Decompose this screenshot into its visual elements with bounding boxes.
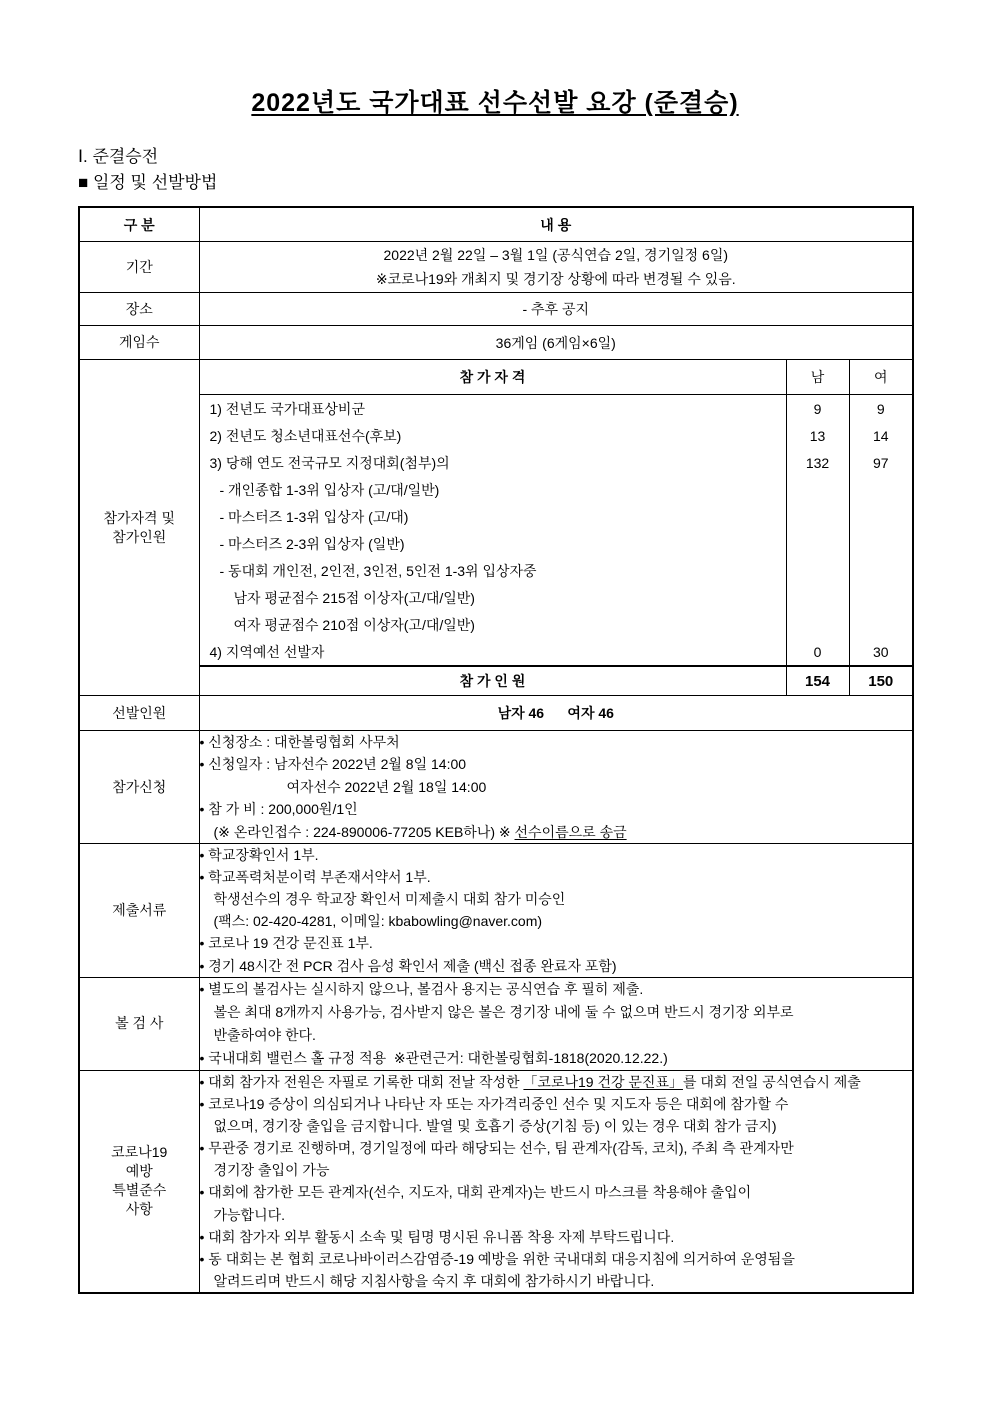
documents-line: • 경기 48시간 전 PCR 검사 음성 확인서 제출 (백신 접종 완료자 포함) — [199, 957, 617, 974]
qual-item-text: - 마스터즈 2-3위 입상자 (일반) — [199, 530, 786, 557]
venue-label: 장소 — [79, 293, 199, 326]
male-column-header: 남 — [786, 360, 849, 395]
covid-line: 알려드리며 반드시 해당 지침사항을 숙지 후 대회에 참가하시기 바랍니다. — [213, 1272, 655, 1289]
qualification-item-row — [79, 584, 913, 611]
qualification-total-row — [79, 666, 913, 696]
section-heading-semifinal: Ⅰ. 준결승전 — [78, 147, 159, 166]
row-games — [79, 326, 913, 360]
qual-item-text: 남자 평균점수 215점 이상자(고/대/일반) — [199, 584, 786, 611]
qual-item-male-count: 13 — [786, 422, 849, 449]
qual-item-text: 4) 지역예선 선발자 — [199, 638, 786, 666]
application-content — [199, 731, 913, 844]
ball-check-label: 볼 검 사 — [79, 977, 199, 1070]
selection-guideline-table — [78, 206, 914, 1294]
qual-item-text: 여자 평균점수 210점 이상자(고/대/일반) — [199, 611, 786, 638]
header-category: 구 분 — [79, 207, 199, 242]
covid-line: 경기장 출입이 가능 — [213, 1162, 330, 1179]
row-ball-check — [79, 977, 913, 1070]
qualification-item-row — [79, 638, 913, 666]
row-qualification-header — [79, 360, 913, 395]
covid-label-line3: 특별준수 — [112, 1182, 167, 1199]
row-covid-rules — [79, 1070, 913, 1292]
ball-check-line: • 별도의 볼검사는 실시하지 않으나, 볼검사 용지는 공식연습 후 필히 제출. — [199, 980, 644, 997]
qualification-label-line2: 참가인원 — [112, 528, 167, 545]
documents-label: 제출서류 — [79, 844, 199, 978]
qual-item-male-count — [786, 611, 849, 638]
qualification-item-row — [79, 476, 913, 503]
qual-item-female-count — [849, 476, 913, 503]
selection-content: 남자 46 여자 46 — [199, 696, 913, 731]
qualification-item-row — [79, 449, 913, 476]
qual-item-female-count: 30 — [849, 638, 913, 666]
documents-line: (팩스: 02-420-4281, 이메일: kbabowling@naver.com) — [213, 913, 543, 930]
qual-item-male-count: 0 — [786, 638, 849, 666]
selection-label: 선발인원 — [79, 696, 199, 731]
qualification-item-row — [79, 395, 913, 423]
qual-item-female-count — [849, 503, 913, 530]
qual-item-male-count — [786, 557, 849, 584]
qual-item-text: - 동대회 개인전, 2인전, 3인전, 5인전 1-3위 입상자중 — [199, 557, 786, 584]
qual-item-text: 1) 전년도 국가대표상비군 — [199, 395, 786, 423]
period-content — [199, 242, 913, 293]
row-period — [79, 242, 913, 293]
qual-item-male-count — [786, 476, 849, 503]
qual-item-female-count: 9 — [849, 395, 913, 423]
covid-line: 없으며, 경기장 출입을 금지합니다. 발열 및 호흡기 증상(기침 등) 이 있는 경우 대회 참가 금지) — [213, 1118, 777, 1135]
documents-line: • 학교폭력처분이력 부존재서약서 1부. — [199, 869, 431, 886]
covid-line-first — [200, 1071, 913, 1093]
documents-line: • 학교장확인서 1부. — [199, 847, 319, 864]
covid-line: • 무관중 경기로 진행하며, 경기일정에 따라 해당되는 선수, 팀 관계자(감독, 코치), 주최 측 관계자만 — [199, 1140, 794, 1157]
qual-item-text: 3) 당해 연도 전국규모 지정대회(첨부)의 — [199, 449, 786, 476]
games-label: 게임수 — [79, 326, 199, 360]
ball-check-line: 반출하여야 한다. — [213, 1026, 316, 1043]
documents-line: 학생선수의 경우 학교장 확인서 미제출시 대회 참가 미승인 — [213, 891, 566, 908]
qual-item-female-count — [849, 611, 913, 638]
qual-item-female-count — [849, 530, 913, 557]
section-heading-schedule: ■ 일정 및 선발방법 — [78, 173, 218, 192]
fee-note-underlined: 선수이름으로 송금 — [514, 823, 627, 840]
qualification-label-line1: 참가자격 및 — [103, 509, 175, 526]
qual-item-female-count: 14 — [849, 422, 913, 449]
application-line: 여자선수 2022년 2월 18일 14:00 — [286, 778, 487, 795]
covid-first-suffix: 를 대회 전일 공식연습시 제출 — [682, 1073, 861, 1090]
page-title-text: 2022년도 국가대표 선수선발 요강 (준결승) — [251, 89, 739, 117]
covid-content — [199, 1070, 913, 1292]
row-selection-count — [79, 696, 913, 731]
period-line1: 2022년 2월 22일 – 3월 1일 (공식연습 2일, 경기일정 6일) — [383, 247, 729, 263]
header-content: 내 용 — [199, 207, 913, 242]
application-fee-note — [200, 821, 913, 843]
venue-content: - 추후 공지 — [199, 293, 913, 326]
documents-line: • 코로나 19 건강 문진표 1부. — [199, 935, 373, 952]
covid-first-prefix: • 대회 참가자 전원은 자필로 기록한 대회 전날 작성한 — [199, 1073, 524, 1090]
ball-check-content — [199, 977, 913, 1070]
games-content: 36게임 (6게임×6일) — [199, 326, 913, 360]
period-label: 기간 — [79, 242, 199, 293]
qualification-label — [79, 360, 199, 696]
page-title — [78, 86, 912, 120]
application-line: • 신청장소 : 대한볼링협회 사무처 — [199, 734, 400, 750]
row-application — [79, 731, 913, 844]
covid-line: • 동 대회는 본 협회 코로나바이러스감염증-19 예방을 위한 국내대회 대응지침에 의거하여 운영됨을 — [199, 1250, 795, 1267]
qual-item-text: - 개인종합 1-3위 입상자 (고/대/일반) — [199, 476, 786, 503]
qual-item-female-count: 97 — [849, 449, 913, 476]
qual-item-male-count — [786, 530, 849, 557]
qualification-item-row — [79, 530, 913, 557]
qual-item-male-count — [786, 503, 849, 530]
covid-line: • 대회에 참가한 모든 관계자(선수, 지도자, 대회 관계자)는 반드시 마스크를 착용해야 출입이 — [199, 1184, 752, 1201]
female-column-header: 여 — [849, 360, 913, 395]
qualification-item-row — [79, 611, 913, 638]
ball-check-line: 볼은 최대 8개까지 사용가능, 검사받지 않은 볼은 경기장 내에 둘 수 없으며 반드시 경기장 외부로 — [213, 1003, 794, 1020]
qual-item-male-count — [786, 584, 849, 611]
qual-item-male-count: 9 — [786, 395, 849, 423]
total-label: 참 가 인 원 — [199, 666, 786, 696]
qual-item-male-count: 132 — [786, 449, 849, 476]
row-documents — [79, 844, 913, 978]
period-line2: ※코로나19와 개최지 및 경기장 상황에 따라 변경될 수 있음. — [375, 271, 736, 287]
covid-label-line2: 예방 — [125, 1163, 153, 1180]
covid-label — [79, 1070, 199, 1292]
qualification-item-row — [79, 503, 913, 530]
qual-item-female-count — [849, 584, 913, 611]
covid-line: • 코로나19 증상이 의심되거나 나타난 자 또는 자가격리중인 선수 및 지도자 등은 대회에 참가할 수 — [199, 1096, 789, 1113]
covid-label-line4: 사항 — [125, 1201, 153, 1218]
application-line: • 신청일자 : 남자선수 2022년 2월 8일 14:00 — [199, 756, 467, 773]
qual-item-female-count — [849, 557, 913, 584]
total-female-count: 150 — [849, 666, 913, 696]
application-label: 참가신청 — [79, 731, 199, 844]
covid-first-underlined: 「코로나19 건강 문진표」 — [523, 1073, 683, 1090]
qualification-item-row — [79, 422, 913, 449]
covid-line: • 대회 참가자 외부 활동시 소속 및 팀명 명시된 유니폼 착용 자제 부탁드립니다. — [199, 1228, 675, 1245]
table-header-row — [79, 207, 913, 242]
qualification-item-row — [79, 557, 913, 584]
covid-label-line1: 코로나19 — [111, 1144, 168, 1161]
row-venue — [79, 293, 913, 326]
fee-note-prefix: (※ 온라인접수 : 224-890006-77205 KEB하나) ※ — [213, 823, 515, 840]
qualification-subheader: 참 가 자 격 — [199, 360, 786, 395]
qual-item-text: - 마스터즈 1-3위 입상자 (고/대) — [199, 503, 786, 530]
application-line: • 참 가 비 : 200,000원/1인 — [199, 801, 358, 818]
total-male-count: 154 — [786, 666, 849, 696]
ball-check-line: • 국내대회 밸런스 홀 규정 적용 ※관련근거: 대한볼링협회-1818(2020.12.22.) — [199, 1049, 668, 1066]
documents-content — [199, 844, 913, 978]
qual-item-text: 2) 전년도 청소년대표선수(후보) — [199, 422, 786, 449]
covid-line: 가능합니다. — [213, 1206, 286, 1223]
